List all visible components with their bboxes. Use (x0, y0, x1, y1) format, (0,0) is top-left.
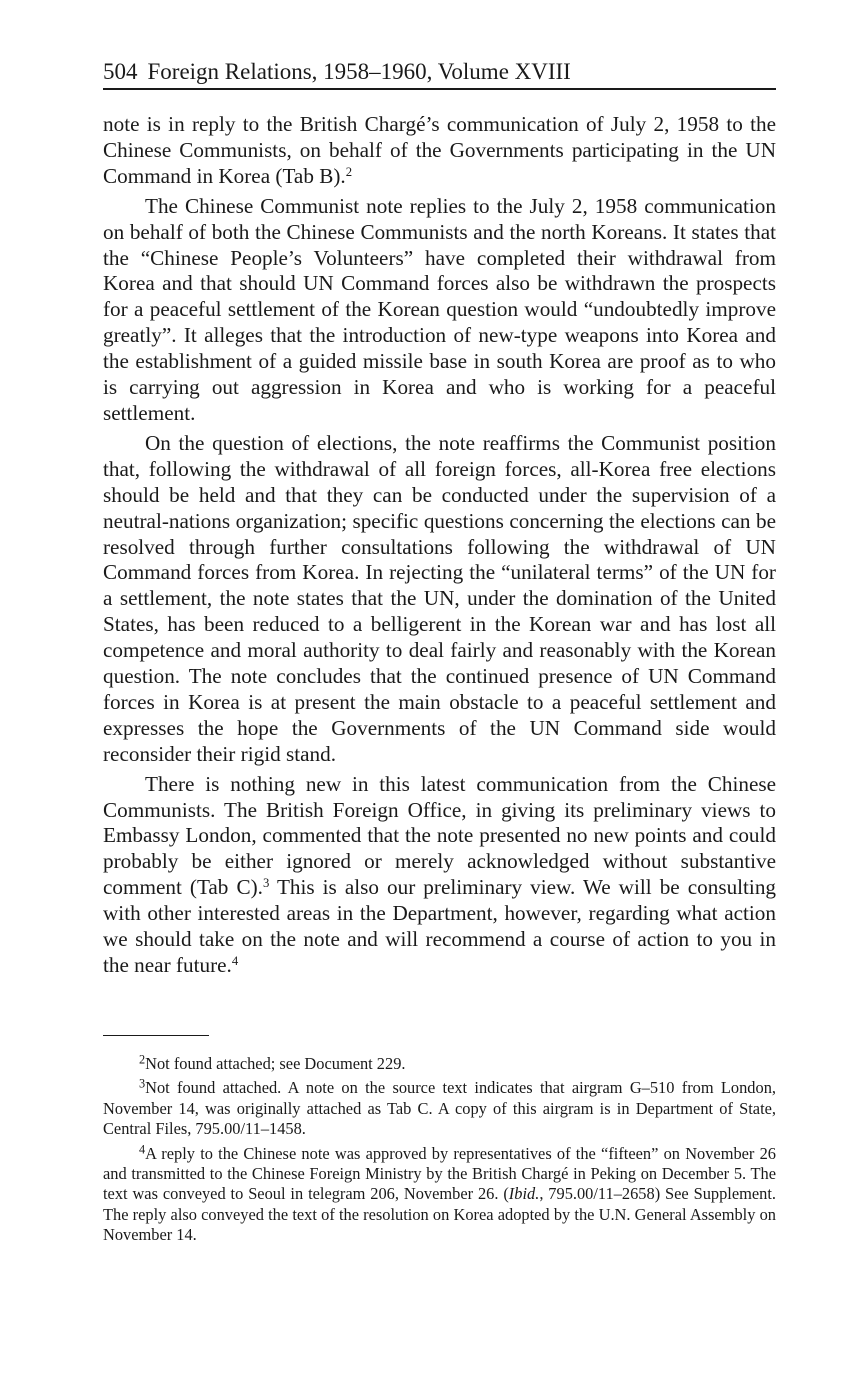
footnote-4-number: 4 (139, 1142, 146, 1156)
page-number: 504 (103, 59, 138, 84)
document-page (103, 58, 776, 1250)
paragraph-2-text: The Chinese Communist note replies to the July 2, 1958 communication on behalf of both the Chinese Communists and the north Koreans. It states that the “Chinese People’s Volunteers” have completed their withdrawal from Korea and that should UN Command forces also be withdrawn the prospects for a peaceful settlement of the Korean question would “undoubtedly improve greatly”. It alleges that the introduction of new-type weapons into Korea and the establishment of a guided missile base in south Korea are proof as to who is carrying out aggression in Korea and who is working for a peaceful settlement. (103, 193, 776, 425)
footnote-2-text: Not found attached; see Document 229. (145, 1053, 406, 1073)
running-title: Foreign Relations, 1958–1960, Volume XVIII (147, 59, 571, 84)
footnote-4-text-b: , 795.00/11–2658) See Supplement. The reply also conveyed the text of the resolution on Korea adopted by the U.N. General Assembly on November 14. (103, 1184, 777, 1245)
paragraph-3 (103, 431, 776, 768)
footnote-2 (103, 1054, 776, 1074)
footnote-3-number: 3 (139, 1076, 146, 1091)
footnote-4 (103, 1144, 776, 1246)
footnotes (103, 1054, 776, 1246)
paragraph-1 (103, 112, 776, 190)
footnote-3-text: Not found attached. A note on the source text indicates that airgram G–510 from London, November 14, was originally attached as Tab C. A copy of this airgram is in Department of State, Central Files, 795.00/11–1458. (103, 1078, 776, 1139)
footnote-ref-4: 4 (231, 954, 239, 969)
running-head (103, 58, 776, 90)
footnote-3 (103, 1078, 776, 1139)
footnote-ref-3: 3 (262, 876, 270, 891)
footnote-4-italic: Ibid. (508, 1184, 540, 1204)
paragraph-3-text: On the question of elections, the note reaffirms the Communist position that, following the withdrawal of all foreign forces, all-Korea free elections should be held and that they can be conducted under the supervision of a neutral-nations organization; specific questions concerning the elections can be resolved through further consultations following the withdrawal of UN Command forces from Korea. In rejecting the “unilateral terms” of the UN for a settlement, the note states that the UN, under the domination of the United States, has been reduced to a belligerent in the Korean war and has lost all competence and moral authority to deal fairly and reasonably with the Korean question. The note concludes that the continued presence of UN Command forces in Korea is at present the main obstacle to a peaceful settlement and expresses the hope the Governments of the UN Command side would reconsider their rigid stand. (103, 430, 776, 766)
paragraph-4 (103, 772, 776, 979)
paragraph-4-text-a: There is nothing new in this latest communication from the Chinese Communists. The British Foreign Office, in giving its preliminary views to Embassy London, commented that the note presented no new points and could probably be either ignored or merely acknowledged without substantive comment (Tab C). (103, 771, 776, 900)
paragraph-2 (103, 194, 776, 427)
footnote-4-text-a: A reply to the Chinese note was approved by representatives of the “fifteen” on November 26 and transmitted to the Chinese Foreign Ministry by the British Chargé in Peking on December 5. The text was conveyed to Seoul in telegram 206, November 26. ( (103, 1143, 776, 1204)
footnote-divider (103, 1035, 209, 1036)
body-text (103, 112, 776, 979)
paragraph-4-text-b: This is also our preliminary view. We will be consulting with other interested areas in the Department, however, regarding what action we should take on the note and will recommend a course of action to you in the near future. (103, 875, 777, 977)
footnote-2-number: 2 (139, 1052, 146, 1067)
paragraph-1-text: note is in reply to the British Chargé’s communication of July 2, 1958 to the Chinese Communists, on behalf of the Governments participating in the UN Command in Korea (Tab B). (103, 112, 776, 188)
footnote-ref-2: 2 (345, 164, 353, 179)
